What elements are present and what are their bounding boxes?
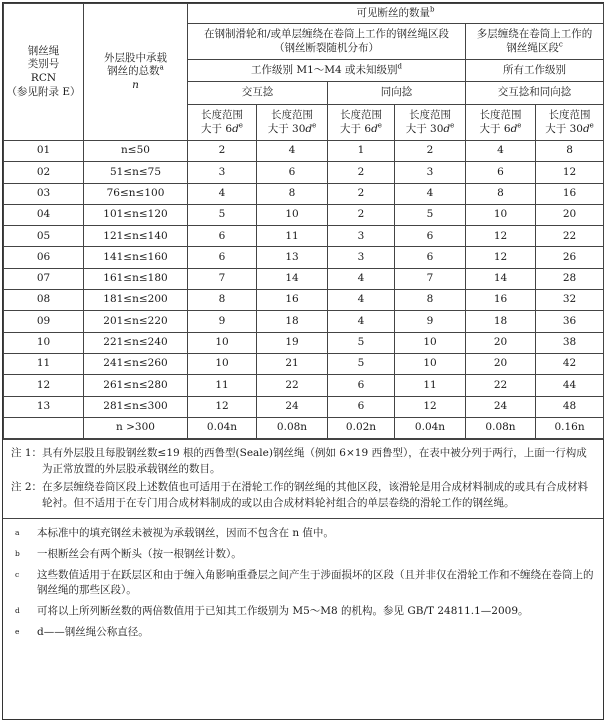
table-row <box>4 396 604 417</box>
note-label: 注 2： <box>11 480 43 493</box>
header-lay-cross: 交互捻 <box>188 82 328 105</box>
cell-c2: 0.08n <box>257 417 328 438</box>
note-item <box>11 479 595 512</box>
cell-c2: 19 <box>257 332 328 353</box>
cell-c6: 44 <box>536 375 604 396</box>
cell-c4: 3 <box>395 162 466 183</box>
footnote-item <box>11 526 595 542</box>
cell-c1: 12 <box>188 396 257 417</box>
cell-c5: 14 <box>466 268 536 289</box>
cell-n: 201≤n≤220 <box>84 311 188 332</box>
cell-rcn <box>4 417 84 438</box>
note-label: 注 1： <box>11 447 43 460</box>
cell-c1: 8 <box>188 290 257 311</box>
table-row <box>4 332 604 353</box>
header-class-all: 所有工作级别 <box>466 60 604 82</box>
cell-c4: 11 <box>395 375 466 396</box>
header-length-6d-3: 长度范围 大于 $6d^e$ <box>466 105 536 141</box>
footnote-item <box>11 547 595 563</box>
cell-c4: 2 <box>395 141 466 162</box>
cell-c6: 38 <box>536 332 604 353</box>
cell-c4: 10 <box>395 353 466 374</box>
table-row <box>4 226 604 247</box>
header-length-30d-3: 长度范围 大于 $30d^e$ <box>536 105 604 141</box>
cell-n: 121≤n≤140 <box>84 226 188 247</box>
header-length-30d-2: 长度范围 大于 $30d^e$ <box>395 105 466 141</box>
cell-c4: 5 <box>395 204 466 225</box>
table-row <box>4 311 604 332</box>
header-group-sheave: 在钢制滑轮和/或单层缠绕在卷筒上工作的钢丝绳区段 （钢丝断裂随机分布） <box>188 24 466 60</box>
cell-c2: 14 <box>257 268 328 289</box>
standard-table-page <box>2 2 604 720</box>
cell-c4: 10 <box>395 332 466 353</box>
footnotes-section <box>3 518 603 641</box>
cell-c5: 24 <box>466 396 536 417</box>
cell-rcn: 10 <box>4 332 84 353</box>
cell-c3: 2 <box>328 183 395 204</box>
cell-c3: 6 <box>328 375 395 396</box>
cell-c5: 8 <box>466 183 536 204</box>
cell-c6: 26 <box>536 247 604 268</box>
cell-c5: 22 <box>466 375 536 396</box>
cell-rcn: 03 <box>4 183 84 204</box>
note-item <box>11 445 595 478</box>
cell-c5: 0.08n <box>466 417 536 438</box>
cell-c1: 7 <box>188 268 257 289</box>
cell-n: 221≤n≤240 <box>84 332 188 353</box>
footnote-text: 一根断丝会有两个断头（按一根钢丝计数）。 <box>37 547 242 560</box>
header-wire-count: 外层股中承载 钢丝的总数$^a$ n <box>84 4 188 141</box>
cell-c4: 6 <box>395 226 466 247</box>
table-row <box>4 290 604 311</box>
header-lay-both: 交互捻和同向捻 <box>466 82 604 105</box>
cell-n: 51≤n≤75 <box>84 162 188 183</box>
cell-c5: 20 <box>466 353 536 374</box>
cell-rcn: 01 <box>4 141 84 162</box>
cell-c3: 4 <box>328 268 395 289</box>
footnote-text: 可将以上所列断丝数的两倍数值用于已知其工作级别为 M5～M8 的机构。参见 GB/T 24811.1—2009。 <box>37 605 529 618</box>
cell-c2: 21 <box>257 353 328 374</box>
note-text: 在多层缠绕卷筒区段上述数值也可适用于在滑轮工作的钢丝绳的其他区段，该滑轮是用合成材料制成的或具有合成材料轮衬。但不适用于在专门用合成材料制成的或以由合成材料轮衬组合的单层卷绕的滑轮工作的钢丝绳。 <box>42 480 589 509</box>
cell-c2: 16 <box>257 290 328 311</box>
cell-c3: 4 <box>328 290 395 311</box>
cell-c5: 10 <box>466 204 536 225</box>
cell-n: 101≤n≤120 <box>84 204 188 225</box>
cell-c5: 4 <box>466 141 536 162</box>
table-row <box>4 375 604 396</box>
cell-rcn: 07 <box>4 268 84 289</box>
cell-rcn: 12 <box>4 375 84 396</box>
cell-c6: 22 <box>536 226 604 247</box>
table-row <box>4 268 604 289</box>
cell-c3: 5 <box>328 353 395 374</box>
table-row <box>4 141 604 162</box>
cell-c1: 3 <box>188 162 257 183</box>
cell-c6: 20 <box>536 204 604 225</box>
cell-rcn: 06 <box>4 247 84 268</box>
table-row <box>4 162 604 183</box>
cell-c2: 18 <box>257 311 328 332</box>
cell-n: n >300 <box>84 417 188 438</box>
cell-n: 141≤n≤160 <box>84 247 188 268</box>
cell-c1: 9 <box>188 311 257 332</box>
notes-section <box>3 439 603 518</box>
cell-c3: 5 <box>328 332 395 353</box>
table-row <box>4 204 604 225</box>
footnote-mark: e <box>15 626 20 636</box>
cell-c2: 13 <box>257 247 328 268</box>
footnote-item <box>11 625 595 641</box>
cell-c4: 4 <box>395 183 466 204</box>
cell-c5: 20 <box>466 332 536 353</box>
cell-c4: 8 <box>395 290 466 311</box>
cell-c3: 0.02n <box>328 417 395 438</box>
cell-c3: 2 <box>328 162 395 183</box>
header-visible-broken-wires: 可见断丝的数量$^b$ <box>188 4 604 24</box>
footnote-item <box>11 604 595 620</box>
cell-c6: 12 <box>536 162 604 183</box>
cell-c2: 22 <box>257 375 328 396</box>
cell-c2: 6 <box>257 162 328 183</box>
cell-rcn: 02 <box>4 162 84 183</box>
cell-c6: 16 <box>536 183 604 204</box>
cell-c2: 8 <box>257 183 328 204</box>
cell-c1: 11 <box>188 375 257 396</box>
cell-c2: 24 <box>257 396 328 417</box>
cell-c2: 4 <box>257 141 328 162</box>
cell-c3: 2 <box>328 204 395 225</box>
footnote-text: 这些数值适用于在跃层区和由于缠入角影响重叠层之间产生于涉面损坏的区段（且并非仅在滑轮工作和不缠绕在卷筒上的钢丝绳的那些区段）。 <box>37 568 594 597</box>
footnote-mark: d <box>15 606 20 616</box>
cell-c1: 4 <box>188 183 257 204</box>
cell-rcn: 11 <box>4 353 84 374</box>
header-class-m1-m4: 工作级别 M1～M4 或未知级别$^d$ <box>188 60 466 82</box>
cell-n: 241≤n≤260 <box>84 353 188 374</box>
cell-c3: 3 <box>328 226 395 247</box>
table-row <box>4 417 604 438</box>
cell-c3: 4 <box>328 311 395 332</box>
cell-c3: 6 <box>328 396 395 417</box>
cell-c5: 16 <box>466 290 536 311</box>
cell-n: 181≤n≤200 <box>84 290 188 311</box>
footnote-mark: b <box>15 548 20 558</box>
cell-c6: 32 <box>536 290 604 311</box>
cell-n: 281≤n≤300 <box>84 396 188 417</box>
cell-rcn: 05 <box>4 226 84 247</box>
cell-c4: 12 <box>395 396 466 417</box>
cell-c6: 0.16n <box>536 417 604 438</box>
cell-n: 76≤n≤100 <box>84 183 188 204</box>
broken-wire-table <box>3 3 604 439</box>
cell-rcn: 04 <box>4 204 84 225</box>
cell-c6: 48 <box>536 396 604 417</box>
cell-c1: 10 <box>188 332 257 353</box>
cell-c4: 7 <box>395 268 466 289</box>
cell-c5: 12 <box>466 247 536 268</box>
footnote-mark: c <box>15 569 20 579</box>
table-row <box>4 353 604 374</box>
footnote-item <box>11 568 595 600</box>
cell-n: 161≤n≤180 <box>84 268 188 289</box>
cell-rcn: 09 <box>4 311 84 332</box>
header-length-30d-1: 长度范围 大于 $30d^e$ <box>257 105 328 141</box>
cell-c3: 3 <box>328 247 395 268</box>
cell-rcn: 08 <box>4 290 84 311</box>
cell-c3: 1 <box>328 141 395 162</box>
header-lay-lang: 同向捻 <box>328 82 466 105</box>
header-length-6d-1: 长度范围 大于 $6d^e$ <box>188 105 257 141</box>
cell-c5: 6 <box>466 162 536 183</box>
table-body <box>4 141 604 439</box>
footnote-text: 本标准中的填充钢丝未被视为承载钢丝，因而不包含在 n 值中。 <box>37 527 334 540</box>
cell-n: n≤50 <box>84 141 188 162</box>
table-row <box>4 247 604 268</box>
note-text: 具有外层股且每股钢丝数≤19 根的西鲁型(Seale)钢丝绳（例如 6×19 西鲁型），在表中被分列于两行，上面一行构成为正常放置的外层股承载钢丝的数目。 <box>42 447 587 476</box>
cell-c4: 0.04n <box>395 417 466 438</box>
cell-c1: 5 <box>188 204 257 225</box>
cell-c4: 6 <box>395 247 466 268</box>
cell-c5: 18 <box>466 311 536 332</box>
header-length-6d-2: 长度范围 大于 $6d^e$ <box>328 105 395 141</box>
footnote-text: d——钢丝绳公称直径。 <box>37 625 149 638</box>
cell-rcn: 13 <box>4 396 84 417</box>
footnote-mark: a <box>15 528 20 538</box>
header-rcn: 钢丝绳 类别号 RCN （参见附录 E） <box>4 4 84 141</box>
cell-c6: 42 <box>536 353 604 374</box>
table-row <box>4 183 604 204</box>
cell-c1: 6 <box>188 226 257 247</box>
cell-c6: 36 <box>536 311 604 332</box>
cell-c6: 8 <box>536 141 604 162</box>
cell-c5: 12 <box>466 226 536 247</box>
cell-c4: 9 <box>395 311 466 332</box>
cell-n: 261≤n≤280 <box>84 375 188 396</box>
cell-c2: 10 <box>257 204 328 225</box>
cell-c1: 2 <box>188 141 257 162</box>
cell-c1: 0.04n <box>188 417 257 438</box>
header-group-multilayer: 多层缠绕在卷筒上工作的 钢丝绳区段$^c$ <box>466 24 604 60</box>
cell-c1: 10 <box>188 353 257 374</box>
cell-c2: 11 <box>257 226 328 247</box>
cell-c1: 6 <box>188 247 257 268</box>
cell-c6: 28 <box>536 268 604 289</box>
